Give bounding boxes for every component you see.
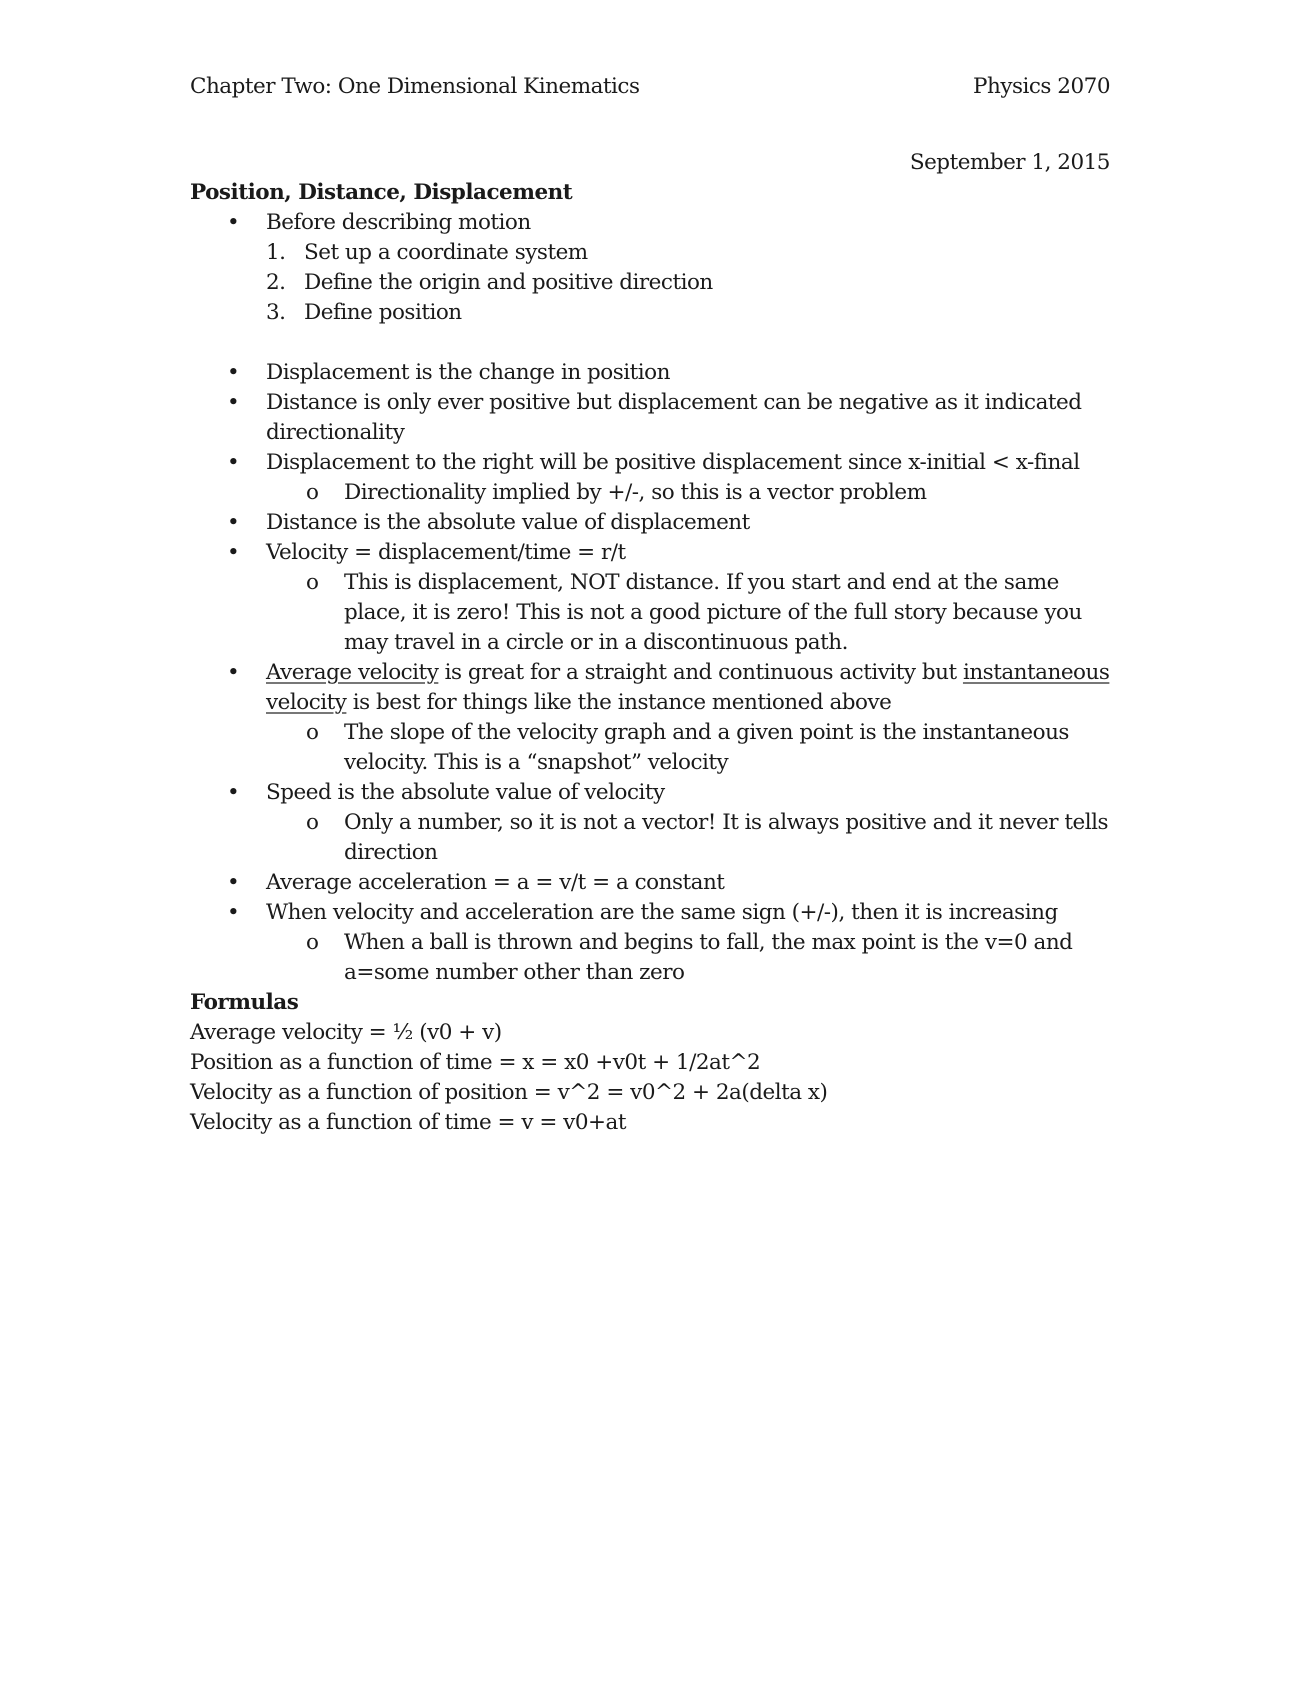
page-header xyxy=(190,72,1110,102)
formula-line: Velocity as a function of position = v^2 = v0^2 + 2a(delta x) xyxy=(190,1080,828,1105)
term-instantaneous-velocity: instantaneous velocity xyxy=(266,660,1110,715)
section-title-formulas: Formulas xyxy=(190,990,299,1015)
header-course: Physics 2070 xyxy=(973,74,1110,99)
list-item: • Average acceleration = a = v/t = a constant xyxy=(190,868,1110,898)
formula-list xyxy=(190,1018,1110,1138)
list-item: • Distance is the absolute value of displacement xyxy=(190,508,1110,538)
section-title-position: Position, Distance, Displacement xyxy=(190,180,573,205)
list-item: • Displacement to the right will be positive displacement since x-initial < x-final xyxy=(190,448,1110,478)
document-content xyxy=(190,72,1110,1138)
notes-list-main xyxy=(190,358,1110,988)
sub-list-item: o When a ball is thrown and begins to fall, the max point is the v=0 and a=some number other than zero xyxy=(190,928,1110,988)
formula-line: Position as a function of time = x = x0 +v0t + 1/2at^2 xyxy=(190,1050,761,1075)
formula-line: Average velocity = ½ (v0 + v) xyxy=(190,1020,502,1045)
list-item: • Velocity = displacement/time = r/t xyxy=(190,538,1110,568)
sub-list-item: o Only a number, so it is not a vector! It is always positive and it never tells direction xyxy=(190,808,1110,868)
steps-list xyxy=(190,238,1110,328)
header-chapter-title: Chapter Two: One Dimensional Kinematics xyxy=(190,74,640,99)
list-item: • Displacement is the change in position xyxy=(190,358,1110,388)
sub-list-item: o This is displacement, NOT distance. If you start and end at the same place, it is zero! This is not a good picture of the full story because you may travel in a circle or in a discontinuous path. xyxy=(190,568,1110,658)
list-item: 1. Set up a coordinate system xyxy=(266,240,588,265)
notes-list-intro xyxy=(190,208,1110,238)
list-item: • When velocity and acceleration are the same sign (+/-), then it is increasing xyxy=(190,898,1110,928)
list-item: 2. Define the origin and positive direction xyxy=(266,270,713,295)
term-average-velocity: Average velocity xyxy=(266,660,439,685)
sub-list-item: o Directionality implied by +/-, so this is a vector problem xyxy=(190,478,1110,508)
list-item: • Speed is the absolute value of velocity xyxy=(190,778,1110,808)
document-date: September 1, 2015 xyxy=(909,150,1110,175)
list-item: • Before describing motion xyxy=(190,208,1110,238)
list-item: • Average velocity is great for a straight and continuous activity but instantaneous velocity is best for things like the instance mentioned above xyxy=(190,658,1110,718)
list-item: • Distance is only ever positive but displacement can be negative as it indicated directionality xyxy=(190,388,1110,448)
list-item: 3. Define position xyxy=(266,300,462,325)
sub-list-item: o The slope of the velocity graph and a given point is the instantaneous velocity. This is a “snapshot” velocity xyxy=(190,718,1110,778)
spacer xyxy=(190,328,1110,358)
formula-line: Velocity as a function of time = v = v0+at xyxy=(190,1110,626,1135)
